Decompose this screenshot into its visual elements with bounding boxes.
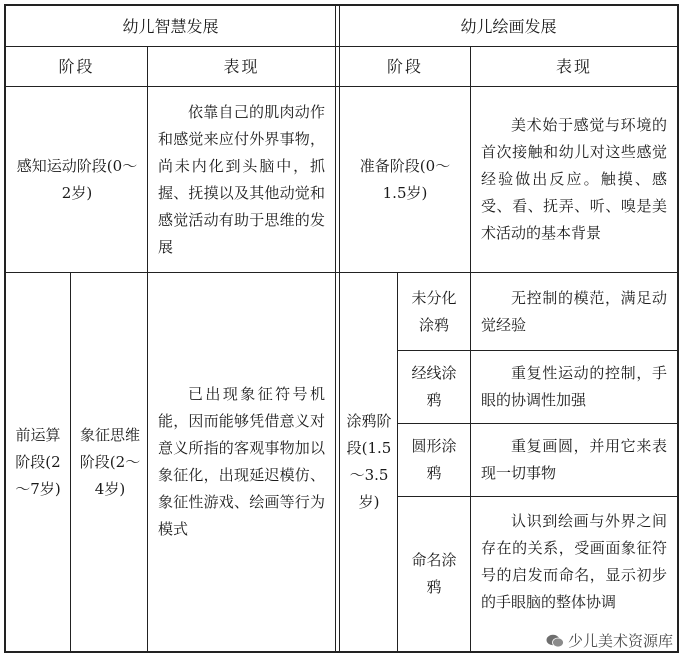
scribble-substage-4-name: 命名涂鸦: [411, 551, 457, 596]
scribble-substage-2-desc: 重复性运动的控制，手眼的协调性加强: [481, 364, 667, 409]
sensorimotor-stage: 感知运动阶段(0～2岁): [16, 156, 138, 202]
preparation-desc: 美术始于感觉与环境的首次接触和幼儿对这些感觉经验做出反应。触摸、感受、看、抚弄、听、嗅是美术活动的基本背景: [481, 116, 667, 242]
scribble-substage-1-name: 未分化涂鸦: [411, 288, 457, 334]
left-col-rule-2: [70, 272, 71, 653]
sensorimotor-desc: 依靠自己的肌肉动作和感觉来应付外界事物，尚未内化到头脑中，抓握、抚摸以及其他动觉和感觉活动有助于思维的发展: [158, 102, 325, 256]
left-desc-header: 表现: [223, 57, 260, 76]
table-border-bottom: [4, 651, 679, 653]
left-stage-header: 阶段: [58, 57, 95, 76]
scribble-substage-3-name: 圆形涂鸦: [411, 437, 457, 482]
watermark: [546, 630, 673, 651]
table-border-left: [4, 4, 6, 653]
preoperational-stage: 前运算阶段(2～7岁): [15, 425, 61, 498]
scribble-substage-4-desc: 认识到绘画与外界之间存在的关系，受画面象征符号的启发而命名，显示初步的手眼脑的整体协调: [481, 512, 667, 611]
center-divider-b: [339, 4, 340, 653]
center-divider-a: [335, 4, 336, 653]
scribble-stage: 涂鸦阶段(1.5～3.5岁): [346, 412, 392, 511]
symbolic-substage: 象征思维阶段(2～4岁): [79, 425, 141, 498]
right-desc-header: 表现: [555, 57, 592, 76]
wechat-icon: [546, 634, 564, 648]
left-title: 幼儿智慧发展: [122, 16, 219, 36]
table-border-right: [677, 4, 679, 653]
preoperational-desc: 已出现象征符号机能，因而能够凭借意义对意义所指的客观事物加以象征化，出现延迟模仿、象征性游戏、绘画等行为模式: [158, 385, 325, 538]
scribble-substage-2-name: 经线涂鸦: [411, 364, 457, 409]
scribble-substage-3-desc: 重复画圆，并用它来表现一切事物: [481, 437, 667, 482]
scribble-substage-1-desc: 无控制的模范，满足动觉经验: [481, 288, 667, 334]
preparation-stage: 准备阶段(0～1.5岁): [359, 156, 451, 202]
right-title: 幼儿绘画发展: [460, 16, 557, 36]
watermark-text: 少儿美术资源库: [567, 632, 673, 650]
right-col-rule-2: [397, 272, 398, 653]
right-stage-header: 阶段: [386, 57, 423, 76]
